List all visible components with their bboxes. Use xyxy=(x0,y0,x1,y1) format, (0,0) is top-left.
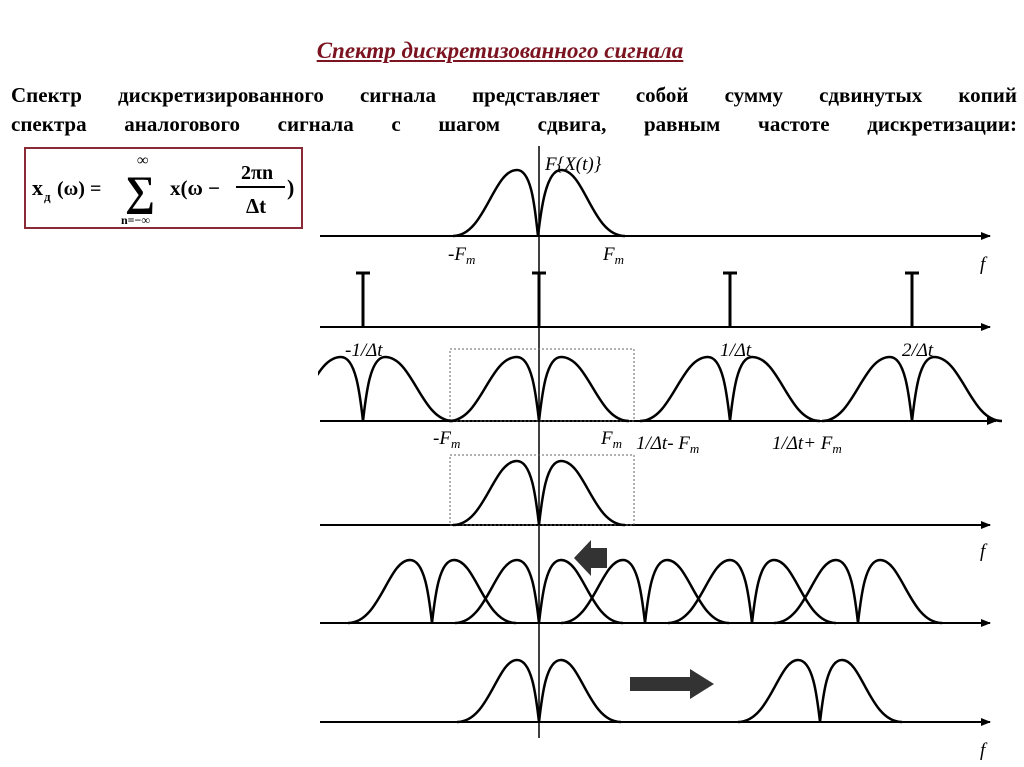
formula-lhs: x xyxy=(32,175,43,200)
formula-denominator: Δt xyxy=(246,194,267,218)
spectrum-lobes xyxy=(273,357,1002,722)
spaced-copy-1 xyxy=(738,660,902,722)
fm-label-row1-text: F xyxy=(603,244,615,265)
inv-dt-minus-fm-text: 1/Δt- F xyxy=(636,433,690,454)
slide-title: Спектр дискретизованного сигнала xyxy=(316,38,684,63)
spectrum-copy-row3-2 xyxy=(640,357,820,421)
f-axis-label-row6: f xyxy=(980,740,986,761)
neg-fm-label-row1 xyxy=(448,244,475,267)
formula-numerator: 2πn xyxy=(241,162,274,184)
intro-line-1: Спектр дискретизированного сигнала представляет собой сумму сдвинутых копий xyxy=(11,83,1017,107)
fm-label-row3-text: F xyxy=(601,428,613,449)
sampling-impulses xyxy=(356,273,919,327)
fourier-transform-label: F{X(t)} xyxy=(545,154,602,175)
dashed-window-row-4 xyxy=(450,455,634,525)
left-arrow xyxy=(574,540,607,576)
formula-term: x(ω − xyxy=(170,176,221,200)
neg-inv-dt-label: -1/Δt xyxy=(345,340,383,361)
aliased-copy-4 xyxy=(774,560,942,623)
inv-dt-minus-fm-label xyxy=(636,433,699,456)
formula-lhs-subscript: д xyxy=(44,189,51,204)
formula-sum-symbol: ∑ xyxy=(125,169,155,215)
inv-dt-plus-fm-text: 1/Δt+ F xyxy=(772,433,833,454)
formula-close-paren: ) xyxy=(287,175,295,200)
fm-label-row3 xyxy=(600,428,622,451)
f-axis-label-row4: f xyxy=(980,541,986,562)
fm-label-row3-sub: m xyxy=(612,436,622,451)
f-axis-label-row1: f xyxy=(980,254,986,275)
fm-label-row1-sub: m xyxy=(614,252,624,267)
intro-line-2: спектра аналогового сигнала с шагом сдвига, равным частоте дискретизации: xyxy=(11,112,1017,136)
formula-sum-lower: n=−∞ xyxy=(121,213,150,227)
inv-dt-plus-fm-label xyxy=(772,433,842,456)
inv-dt-label: 1/Δt xyxy=(720,340,752,361)
inv-dt-plus-fm-sub: m xyxy=(832,441,842,456)
formula-lhs-argument: (ω) = xyxy=(57,178,102,200)
formula-sum-upper: ∞ xyxy=(137,152,149,169)
spectrum-copy-row3-0 xyxy=(273,357,453,421)
two-inv-dt-label: 2/Δt xyxy=(902,340,934,361)
neg-fm-label-row3 xyxy=(433,428,460,451)
right-arrow xyxy=(630,669,714,699)
dashed-window-row-3 xyxy=(450,349,634,421)
inv-dt-minus-fm-sub: m xyxy=(689,441,700,456)
neg-fm-label-row1-sub: m xyxy=(465,252,476,267)
neg-fm-label-row1-text: -F xyxy=(448,244,466,265)
neg-fm-label-row3-text: -F xyxy=(433,428,451,449)
neg-fm-label-row3-sub: m xyxy=(450,436,461,451)
fm-label-row1 xyxy=(602,244,624,267)
spectrum-copy-row3-3 xyxy=(822,357,1002,421)
